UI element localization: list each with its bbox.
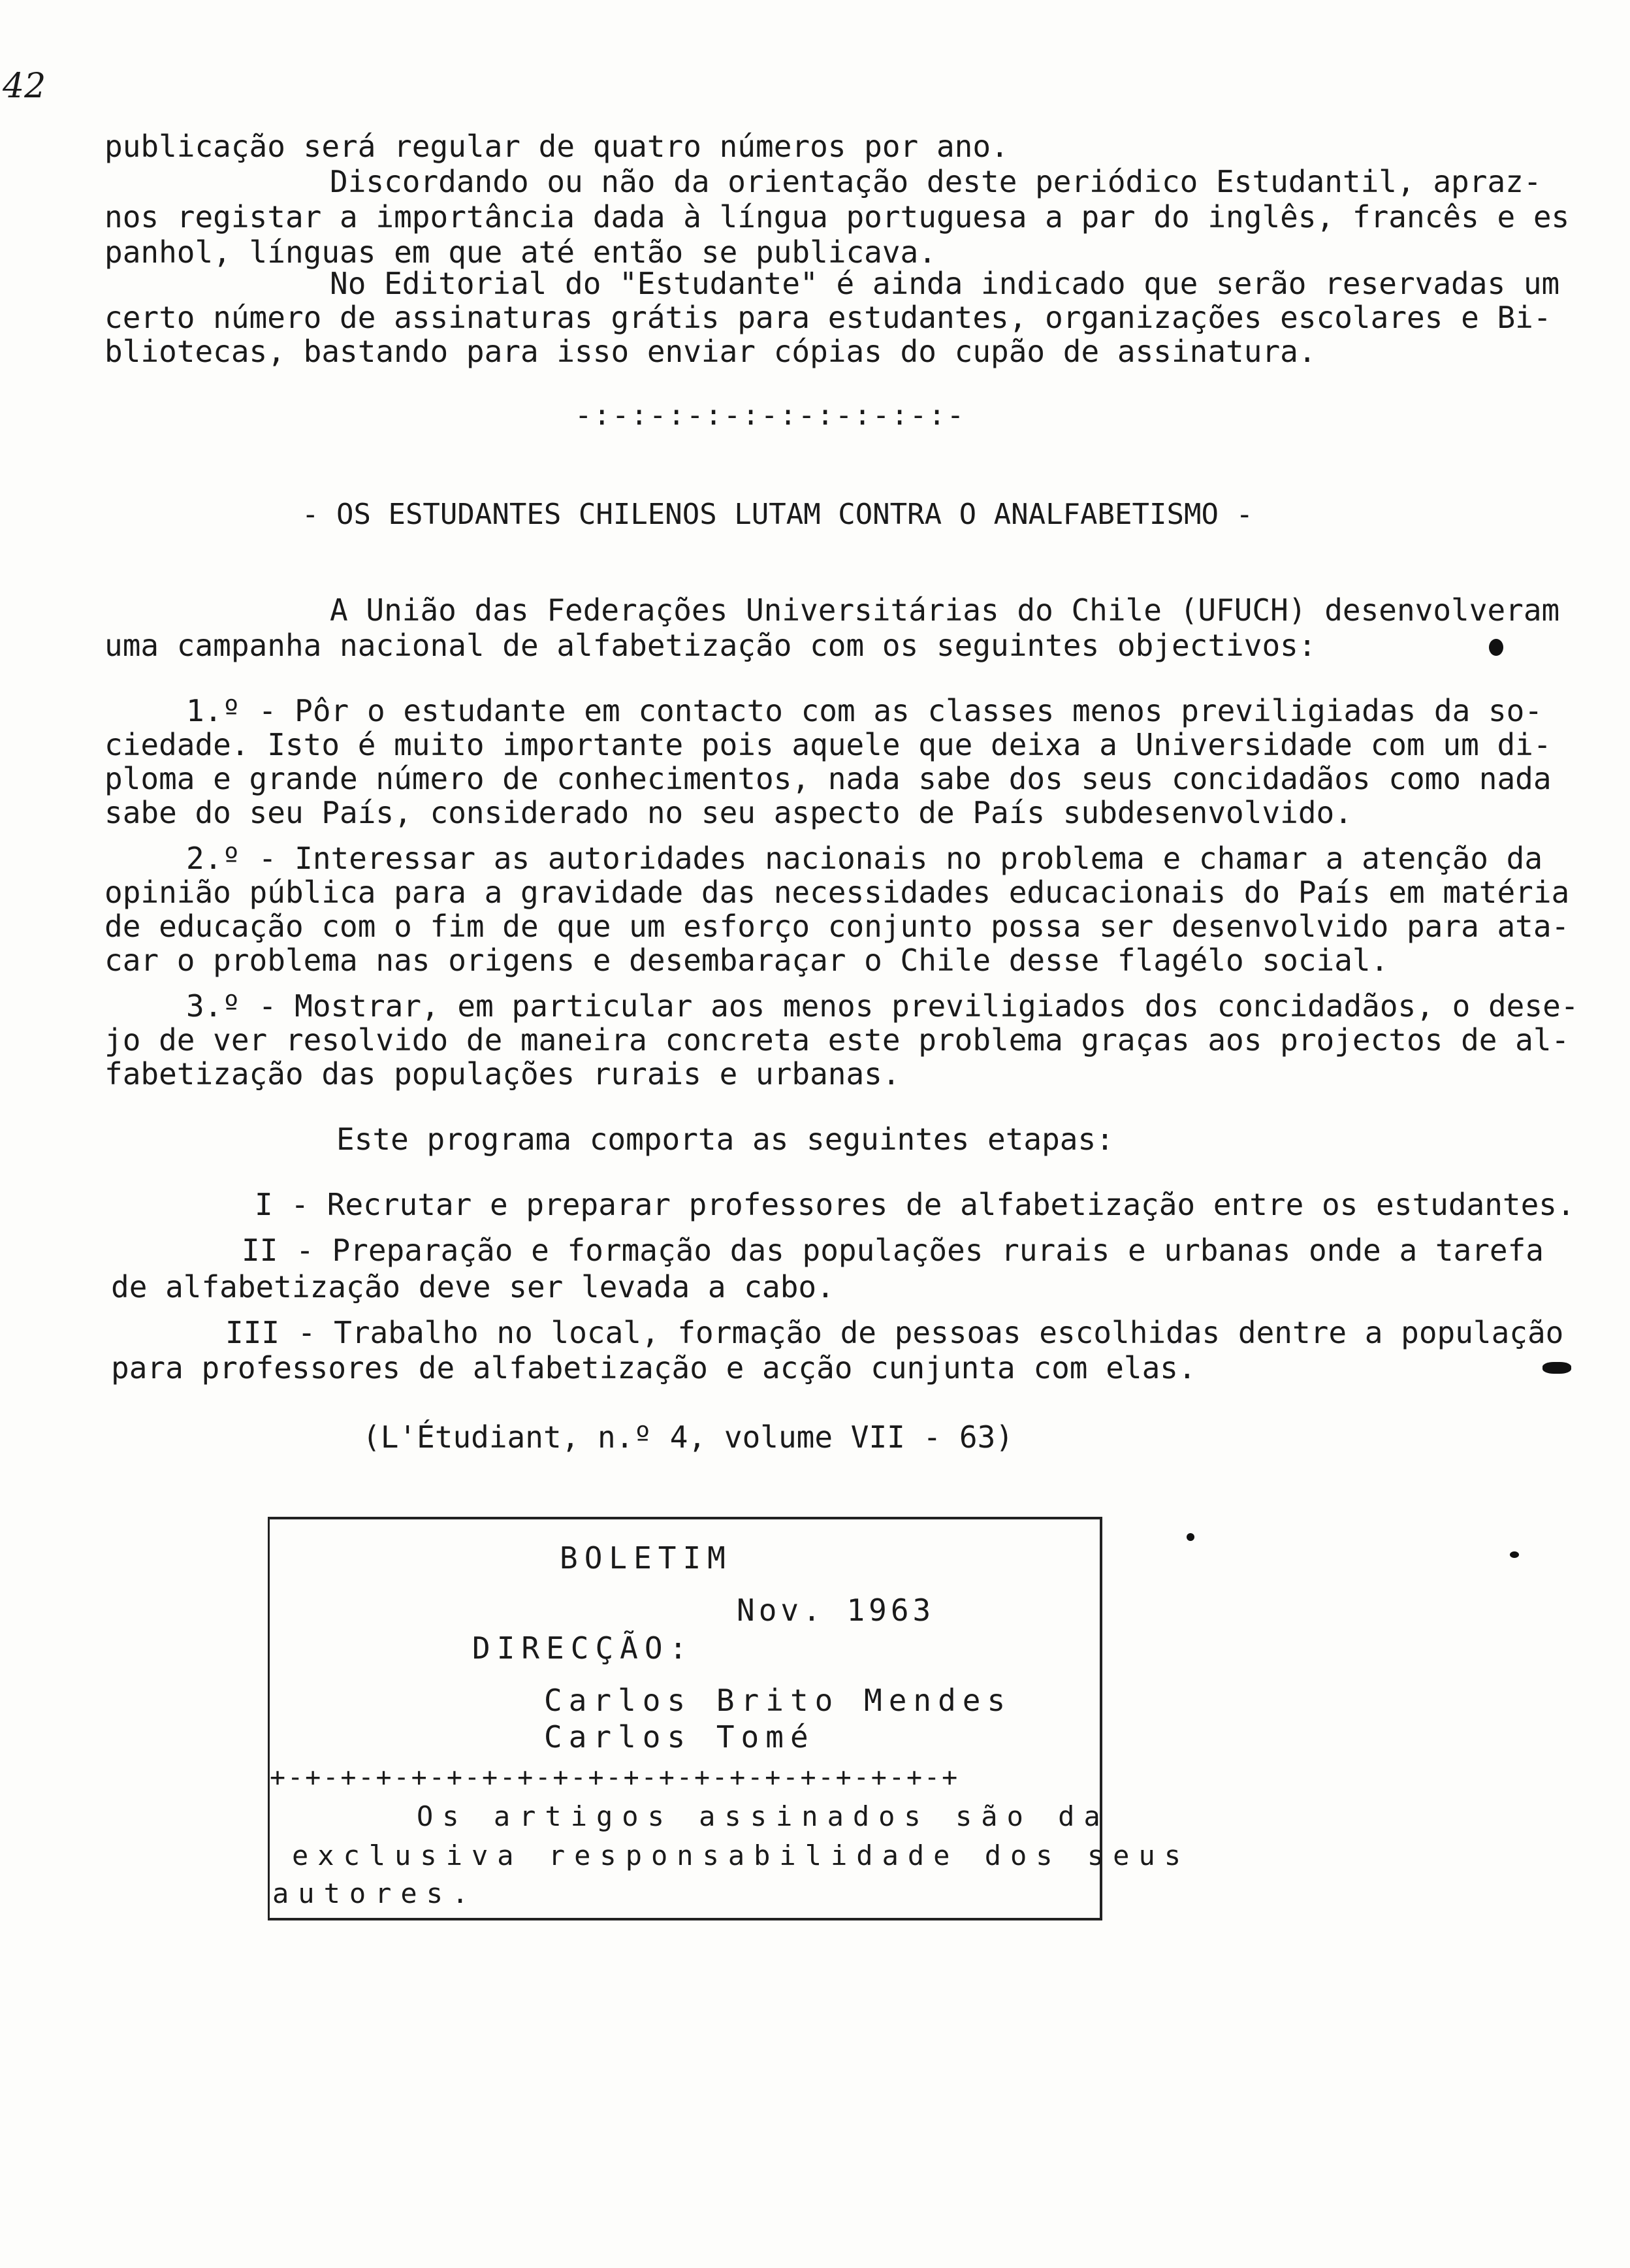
text-line: car o problema nas origens e desembaraçar o Chile desse flagélo social. — [104, 943, 1389, 978]
disclaimer-line: Os artigos assinados são da — [417, 1800, 1110, 1832]
text-line: ciedade. Isto é muito importante pois aquele que deixa a Universidade com um di- — [104, 727, 1552, 762]
text-line: fabetização das populações rurais e urbanas. — [104, 1056, 901, 1092]
section-separator: -:-:-:-:-:-:-:-:-:-:- — [575, 398, 966, 432]
text-line: No Editorial do "Estudante" é ainda indicado que serão reservadas um — [330, 266, 1560, 301]
text-line: opinião pública para a gravidade das necessidades educacionais do País em matéria — [104, 875, 1570, 910]
text-line: para professores de alfabetização e acção cunjunta com elas. — [111, 1350, 1196, 1385]
text-line: III - Trabalho no local, formação de pessoas escolhidas dentre a população — [225, 1315, 1564, 1350]
article-title: - OS ESTUDANTES CHILENOS LUTAM CONTRA O ANALFABETISMO - — [302, 498, 1253, 531]
text-line: sabe do seu País, considerado no seu aspecto de País subdesenvolvido. — [104, 795, 1352, 830]
source-citation: (L'Étudiant, n.º 4, volume VII - 63) — [362, 1419, 1014, 1455]
boletim-divider: +-+-+-+-+-+-+-+-+-+-+-+-+-+-+-+-+-+-+-+ — [270, 1762, 960, 1792]
boletim-title: BOLETIM — [560, 1540, 732, 1576]
text-line: I - Recrutar e preparar professores de alfabetização entre os estudantes. — [255, 1187, 1575, 1222]
text-line: de alfabetização deve ser levada a cabo. — [111, 1269, 835, 1304]
text-line: publicação será regular de quatro números por ano. — [104, 129, 1009, 164]
scan-speck — [1187, 1533, 1194, 1541]
boletim-box — [268, 1517, 1191, 1920]
text-line: A União das Federações Universitárias do Chile (UFUCH) desenvolveram — [330, 592, 1560, 628]
scan-speck — [1542, 1362, 1571, 1374]
text-line: ploma e grande número de conhecimentos, nada sabe dos seus concidadãos como nada — [104, 761, 1552, 796]
disclaimer-line: autores. — [272, 1877, 478, 1909]
page-number: 42 — [3, 67, 46, 106]
text-line: Discordando ou não da orientação deste periódico Estudantil, apraz- — [330, 164, 1542, 199]
text-line: 2.º - Interessar as autoridades nacionais no problema e chamar a atenção da — [186, 841, 1543, 876]
text-line: de educação com o fim de que um esforço conjunto possa ser desenvolvido para ata- — [104, 909, 1570, 944]
scan-speck — [1510, 1551, 1519, 1558]
text-line: nos registar a importância dada à língua portuguesa a par do inglês, francês e es — [104, 199, 1570, 235]
disclaimer-line: exclusiva responsabilidade dos seus — [292, 1839, 1191, 1871]
text-line: 3.º - Mostrar, em particular aos menos previligiados dos concidadãos, o dese- — [186, 988, 1579, 1024]
text-line: jo de ver resolvido de maneira concreta este problema graças aos projectos de al- — [104, 1022, 1570, 1058]
text-line: uma campanha nacional de alfabetização com os seguintes objectivos: — [104, 628, 1317, 663]
text-line: panhol, línguas em que até então se publicava. — [104, 235, 936, 270]
text-line: bliotecas, bastando para isso enviar cópias do cupão de assinatura. — [104, 334, 1317, 369]
text-line: II - Preparação e formação das populações rurais e urbanas onde a tarefa — [242, 1233, 1544, 1268]
scan-speck — [1489, 639, 1503, 656]
director-name: Carlos Brito Mendes — [544, 1683, 1012, 1718]
director-name: Carlos Tomé — [544, 1719, 815, 1755]
direction-label: DIRECÇÃO: — [472, 1630, 694, 1666]
boletim-date: Nov. 1963 — [737, 1593, 935, 1628]
text-line: certo número de assinaturas grátis para estudantes, organizações escolares e Bi- — [104, 300, 1552, 335]
text-line: 1.º - Pôr o estudante em contacto com as classes menos previligiadas da so- — [186, 693, 1543, 728]
program-intro: Este programa comporta as seguintes etapas: — [336, 1122, 1114, 1157]
